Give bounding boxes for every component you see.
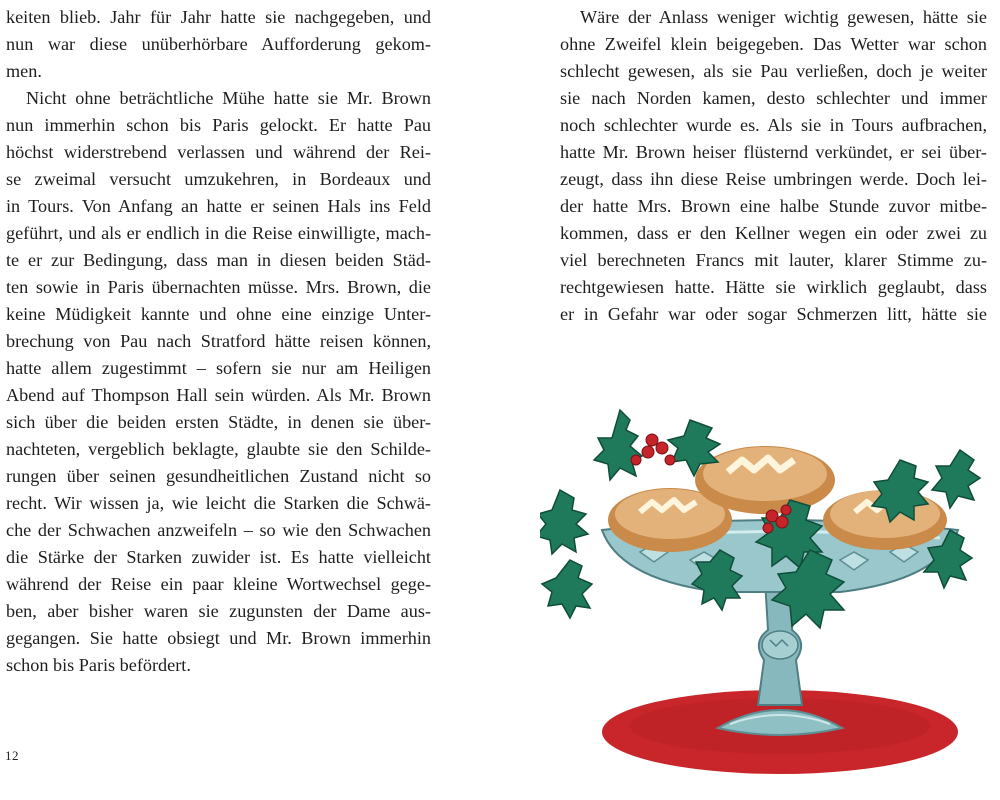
page-number: 12 bbox=[5, 748, 19, 763]
text-line: noch schlechter wurde es. Als sie in Tours aufbrachen, bbox=[560, 115, 987, 135]
left-page bbox=[6, 0, 431, 679]
text-line: nun immerhin schon bis Paris gelockt. Er hatte Pau bbox=[6, 115, 431, 135]
text-line: ben, aber bisher waren sie zugunsten der Dame aus- bbox=[6, 601, 431, 621]
text-line: sie nach Norden kamen, desto schlechter und immer bbox=[560, 88, 987, 108]
text-line: sich über die beiden ersten Städte, in denen sie über- bbox=[6, 412, 431, 432]
text-line: hatte Mr. Brown heiser flüsternd verkündet, er sei über- bbox=[560, 142, 987, 162]
right-page bbox=[560, 0, 987, 328]
text-line: nun war diese unüberhörbare Aufforderung gekom- bbox=[6, 34, 431, 54]
text-line: ohne Zweifel klein beigegeben. Das Wetter war schon bbox=[560, 34, 987, 54]
mince-pies-illustration bbox=[540, 380, 1000, 800]
text-line: nachteten, vergeblich beklagte, glaubte sie den Schilde- bbox=[6, 439, 431, 459]
text-line: hatte allem zugestimmt – sofern sie nur am Heiligen bbox=[6, 358, 431, 378]
text-line: der hatte Mrs. Brown eine halbe Stunde zuvor mitbe- bbox=[560, 196, 987, 216]
text-line: keine Müdigkeit kannte und ohne eine einzige Unter- bbox=[6, 304, 431, 324]
text-line: kommen, dass er den Kellner wegen ein oder zwei zu bbox=[560, 223, 987, 243]
text-line: te er zur Bedingung, dass man in diesen beiden Städ- bbox=[6, 250, 431, 270]
text-line: er in Gefahr war oder sogar Schmerzen litt, hätte sie bbox=[560, 304, 987, 324]
text-line: während der Reise ein paar kleine Wortwechsel gege- bbox=[6, 574, 431, 594]
text-line: brechung von Pau nach Stratford hätte reisen können, bbox=[6, 331, 431, 351]
text-line: viel berechneten Francs mit lauter, klarer Stimme zu- bbox=[560, 250, 987, 270]
text-line: schlecht gewesen, als sie Pau verließen, doch je weiter bbox=[560, 61, 987, 81]
text-line: rungen über seinen gesundheitlichen Zustand nicht so bbox=[6, 466, 431, 486]
holly-leaves bbox=[540, 410, 980, 628]
text-line: zeugt, dass ihn diese Reise umbringen werde. Doch lei- bbox=[560, 169, 987, 189]
text-line: geführt, und als er endlich in die Reise einwilligte, mach- bbox=[6, 223, 431, 243]
mince-pie bbox=[695, 446, 835, 514]
text-line: men. bbox=[6, 61, 42, 81]
text-line: che der Schwachen anzweifeln – so wie den Schwachen bbox=[6, 520, 431, 540]
text-line: gegangen. Sie hatte obsiegt und Mr. Brown immerhin bbox=[6, 628, 431, 648]
text-line: die Stärke der Starken zuwider ist. Es hatte vielleicht bbox=[6, 547, 431, 567]
text-line: se zweimal versucht umzukehren, in Bordeaux und bbox=[6, 169, 431, 189]
text-line: Abend auf Thompson Hall sein würden. Als Mr. Brown bbox=[6, 385, 431, 405]
text-line: höchst widerstrebend verlassen und während der Rei- bbox=[6, 142, 431, 162]
text-line: ten sowie in Paris übernachten müsse. Mrs. Brown, die bbox=[6, 277, 431, 297]
text-line: rechtgewiesen hatte. Hätte sie wirklich geglaubt, dass bbox=[560, 277, 987, 297]
text-line: Nicht ohne beträchtliche Mühe hatte sie Mr. Brown bbox=[26, 88, 431, 108]
text-line: in Tours. Von Anfang an hatte er seinen Hals ins Feld bbox=[6, 196, 431, 216]
text-line: schon bis Paris befördert. bbox=[6, 655, 191, 675]
text-line: recht. Wir wissen ja, wie leicht die Starken die Schwä- bbox=[6, 493, 431, 513]
text-line: Wäre der Anlass weniger wichtig gewesen, hätte sie bbox=[580, 7, 987, 27]
text-line: keiten blieb. Jahr für Jahr hatte sie nachgegeben, und bbox=[6, 7, 431, 27]
